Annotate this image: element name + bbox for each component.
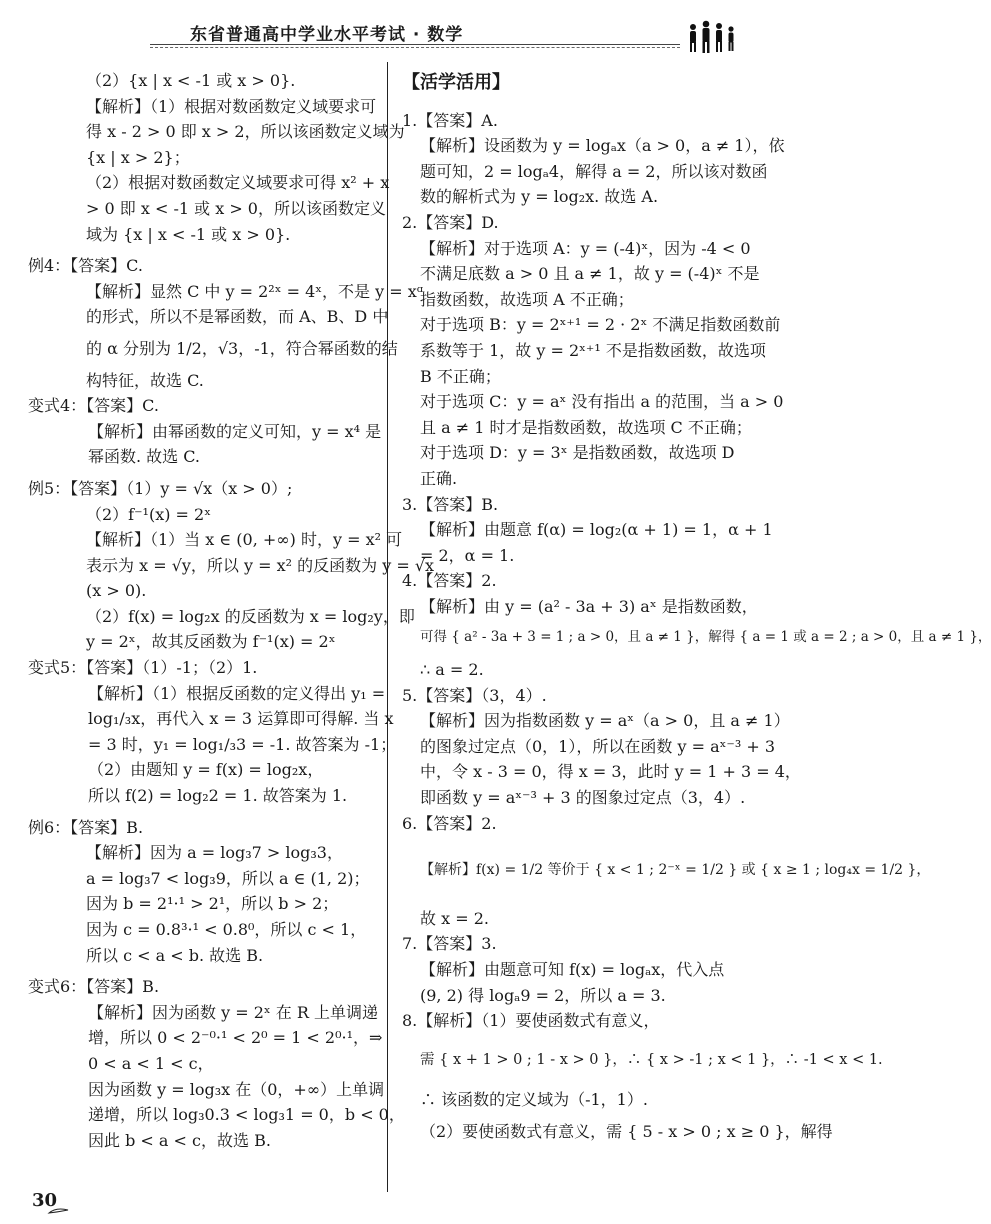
system-of-equations-line: 可得 { a² - 3a + 3 = 1 ; a > 0，且 a ≠ 1 }，解得 { a = 1 或 a = 2 ; a > 0，且 a ≠ 1 }， <box>420 629 991 646</box>
text-line: 数的解析式为 y = log₂x. 故选 A. <box>420 187 659 207</box>
example-answer-heading: 例6：【答案】B. <box>28 817 144 837</box>
text-line: = 3 时，y₁ = log₁/₃3 = -1. 故答案为 -1； <box>88 734 397 754</box>
text-line: （2）{x | x < -1 或 x > 0}. <box>86 71 296 90</box>
text-line: a = log₃7 < log₃9，所以 a ∈ (1, 2)； <box>86 868 370 888</box>
text-line: 对于选项 D：y = 3ˣ 是指数函数，故选项 D <box>420 443 735 463</box>
header-rule-dashed <box>150 47 680 48</box>
text-line: 所以 f(2) = log₂2 = 1. 故答案为 1. <box>88 786 348 806</box>
right-column <box>402 68 991 1145</box>
text-line: 【解析】对于选项 A：y = (-4)ˣ，因为 -4 < 0 <box>420 238 751 258</box>
text-line: 因为函数 y = log₃x 在（0，+∞）上单调 <box>88 1079 385 1099</box>
text-line: 【解析】由幂函数的定义可知，y = x⁴ 是 <box>88 421 382 441</box>
text-line: 中，令 x - 3 = 0，得 x = 3，此时 y = 1 + 3 = 4， <box>420 762 801 782</box>
text-line: (9, 2) 得 logₐ9 = 2，所以 a = 3. <box>420 985 666 1005</box>
text-line: 得 x - 2 > 0 即 x > 2，所以该函数定义域为 <box>86 122 405 142</box>
text-line: （2）f(x) = log₂x 的反函数为 x = log₂y，即 <box>86 606 415 626</box>
text-line: 因此 b < a < c，故选 B. <box>88 1130 271 1150</box>
text-line: 不满足底数 a > 0 且 a ≠ 1，故 y = (-4)ˣ 不是 <box>420 264 760 284</box>
text-line: {x | x > 2}； <box>86 147 190 167</box>
text-line: 增，所以 0 < 2⁻⁰·¹ < 2⁰ = 1 < 2⁰·¹，⇒ <box>88 1028 383 1048</box>
answer-heading: 6.【答案】2. <box>402 813 497 833</box>
text-line: 系数等于 1，故 y = 2ˣ⁺¹ 不是指数函数，故选项 <box>420 340 766 360</box>
text-line: 幂函数. 故选 C. <box>88 447 201 467</box>
piecewise-equation-line: 【解析】f(x) = 1/2 等价于 { x < 1 ; 2⁻ˣ = 1/2 } 或 { x ≥ 1 ; log₄x = 1/2 }， <box>420 862 931 879</box>
text-line: 所以 c < a < b. 故选 B. <box>86 945 264 965</box>
header-rule <box>150 44 680 45</box>
text-line: 表示为 x = √y，所以 y = x² 的反函数为 y = √x <box>86 555 435 575</box>
text-line: log₁/₃x，再代入 x = 3 运算即可得解. 当 x <box>88 709 394 729</box>
text-line: 因为 b = 2¹·¹ > 2¹，所以 b > 2； <box>86 894 339 914</box>
text-line: 正确. <box>420 468 458 488</box>
page-header <box>150 18 740 50</box>
text-line: 指数函数，故选项 A 不正确； <box>420 289 634 309</box>
text-line: y = 2ˣ，故其反函数为 f⁻¹(x) = 2ˣ <box>86 632 336 652</box>
variant-answer-heading: 变式4：【答案】C. <box>28 396 159 416</box>
people-silhouette-icon <box>684 18 740 54</box>
text-line: 递增，所以 log₃0.3 < log₃1 = 0，b < 0， <box>88 1105 405 1125</box>
text-line: （2）由题知 y = f(x) = log₂x， <box>88 760 324 780</box>
text-line: B 不正确； <box>420 366 501 386</box>
example-answer-heading: 例5：【答案】（1）y = √x（x > 0）; <box>28 478 293 498</box>
text-line: 因为 c = 0.8³·¹ < 0.8⁰，所以 c < 1， <box>86 920 367 939</box>
answer-heading: 7.【答案】3. <box>402 934 497 954</box>
variant-answer-heading: 变式5：【答案】（1）-1；（2）1. <box>28 658 258 678</box>
text-line: 对于选项 C：y = aˣ 没有指出 a 的范围，当 a > 0 <box>420 392 784 412</box>
answer-heading: 8.【解析】（1）要使函数式有意义， <box>402 1011 660 1031</box>
text-line: （2）要使函数式有意义，需 { 5 - x > 0 ; x ≥ 0 }，解得 <box>420 1121 833 1141</box>
text-line: （2）f⁻¹(x) = 2ˣ <box>86 504 212 524</box>
answer-heading: 5.【答案】（3，4）. <box>402 685 547 705</box>
page-number: 30 <box>32 1190 58 1211</box>
text-line: 【解析】由题意 f(α) = log₂(α + 1) = 1，α + 1 <box>420 520 773 540</box>
answer-heading: 1.【答案】A. <box>402 110 498 130</box>
text-line: 【解析】因为 a = log₃7 > log₃3， <box>86 843 343 863</box>
text-line: 【解析】由题意可知 f(x) = logₐx，代入点 <box>420 960 725 979</box>
text-line: 【解析】（1）根据对数函数定义域要求可 <box>86 96 377 116</box>
text-line: 【解析】因为函数 y = 2ˣ 在 R 上单调递 <box>88 1002 378 1022</box>
text-line: 的形式，所以不是幂函数，而 A、B、D 中 <box>86 307 389 327</box>
text-line: 0 < a < 1 < c， <box>88 1053 214 1073</box>
answer-heading: 2.【答案】D. <box>402 212 499 232</box>
answer-heading: 3.【答案】B. <box>402 494 499 514</box>
answer-heading: 4.【答案】2. <box>402 571 497 591</box>
text-line: 构特征，故选 C. <box>86 370 204 390</box>
text-line: 的图象过定点（0，1），所以在函数 y = aˣ⁻³ + 3 <box>420 736 776 756</box>
text-line: 【解析】设函数为 y = logₐx（a > 0，a ≠ 1），依 <box>420 136 785 156</box>
example-answer-heading: 例4：【答案】C. <box>28 256 143 276</box>
section-title: 【活学活用】 <box>402 72 510 93</box>
leaf-ornament-icon <box>48 1207 70 1215</box>
text-line: > 0 即 x < -1 或 x > 0，所以该函数定义 <box>86 198 386 218</box>
text-line: 【解析】显然 C 中 y = 2²ˣ = 4ˣ，不是 y = xᵅ <box>86 281 424 301</box>
text-line: 且 a ≠ 1 时才是指数函数，故选项 C 不正确； <box>420 417 752 437</box>
text-line: 的 α 分别为 1/2，√3，-1，符合幂函数的结 <box>86 338 398 358</box>
text-line: 【解析】（1）根据反函数的定义得出 y₁ = <box>88 683 386 703</box>
text-line: 故 x = 2. <box>420 908 489 928</box>
variant-answer-heading: 变式6：【答案】B. <box>28 977 160 997</box>
text-line: （2）根据对数函数定义域要求可得 x² + x <box>86 173 390 193</box>
text-line: 【解析】因为指数函数 y = aˣ（a > 0，且 a ≠ 1） <box>420 711 790 731</box>
text-line: 题可知，2 = logₐ4，解得 a = 2，所以该对数函 <box>420 161 768 181</box>
text-line: 即函数 y = aˣ⁻³ + 3 的图象过定点（3，4）. <box>420 788 746 808</box>
system-of-inequalities-line: 需 { x + 1 > 0 ; 1 - x > 0 }，∴ { x > -1 ; x < 1 }，∴ -1 < x < 1. <box>420 1051 883 1068</box>
left-column <box>28 68 435 1153</box>
header-title: 东省普通高中学业水平考试 · 数学 <box>190 25 464 45</box>
text-line: = 2，α = 1. <box>420 545 515 565</box>
text-line: 对于选项 B：y = 2ˣ⁺¹ = 2 · 2ˣ 不满足指数函数前 <box>420 315 781 335</box>
text-line: 【解析】（1）当 x ∈ (0, +∞) 时，y = x² 可 <box>86 530 403 550</box>
text-line: ∴ a = 2. <box>420 660 484 680</box>
text-line: 【解析】由 y = (a² - 3a + 3) aˣ 是指数函数， <box>420 596 758 616</box>
text-line: ∴ 该函数的定义域为（-1，1）. <box>420 1090 648 1110</box>
text-line: 域为 {x | x < -1 或 x > 0}. <box>86 224 291 244</box>
text-line: (x > 0). <box>86 581 147 601</box>
